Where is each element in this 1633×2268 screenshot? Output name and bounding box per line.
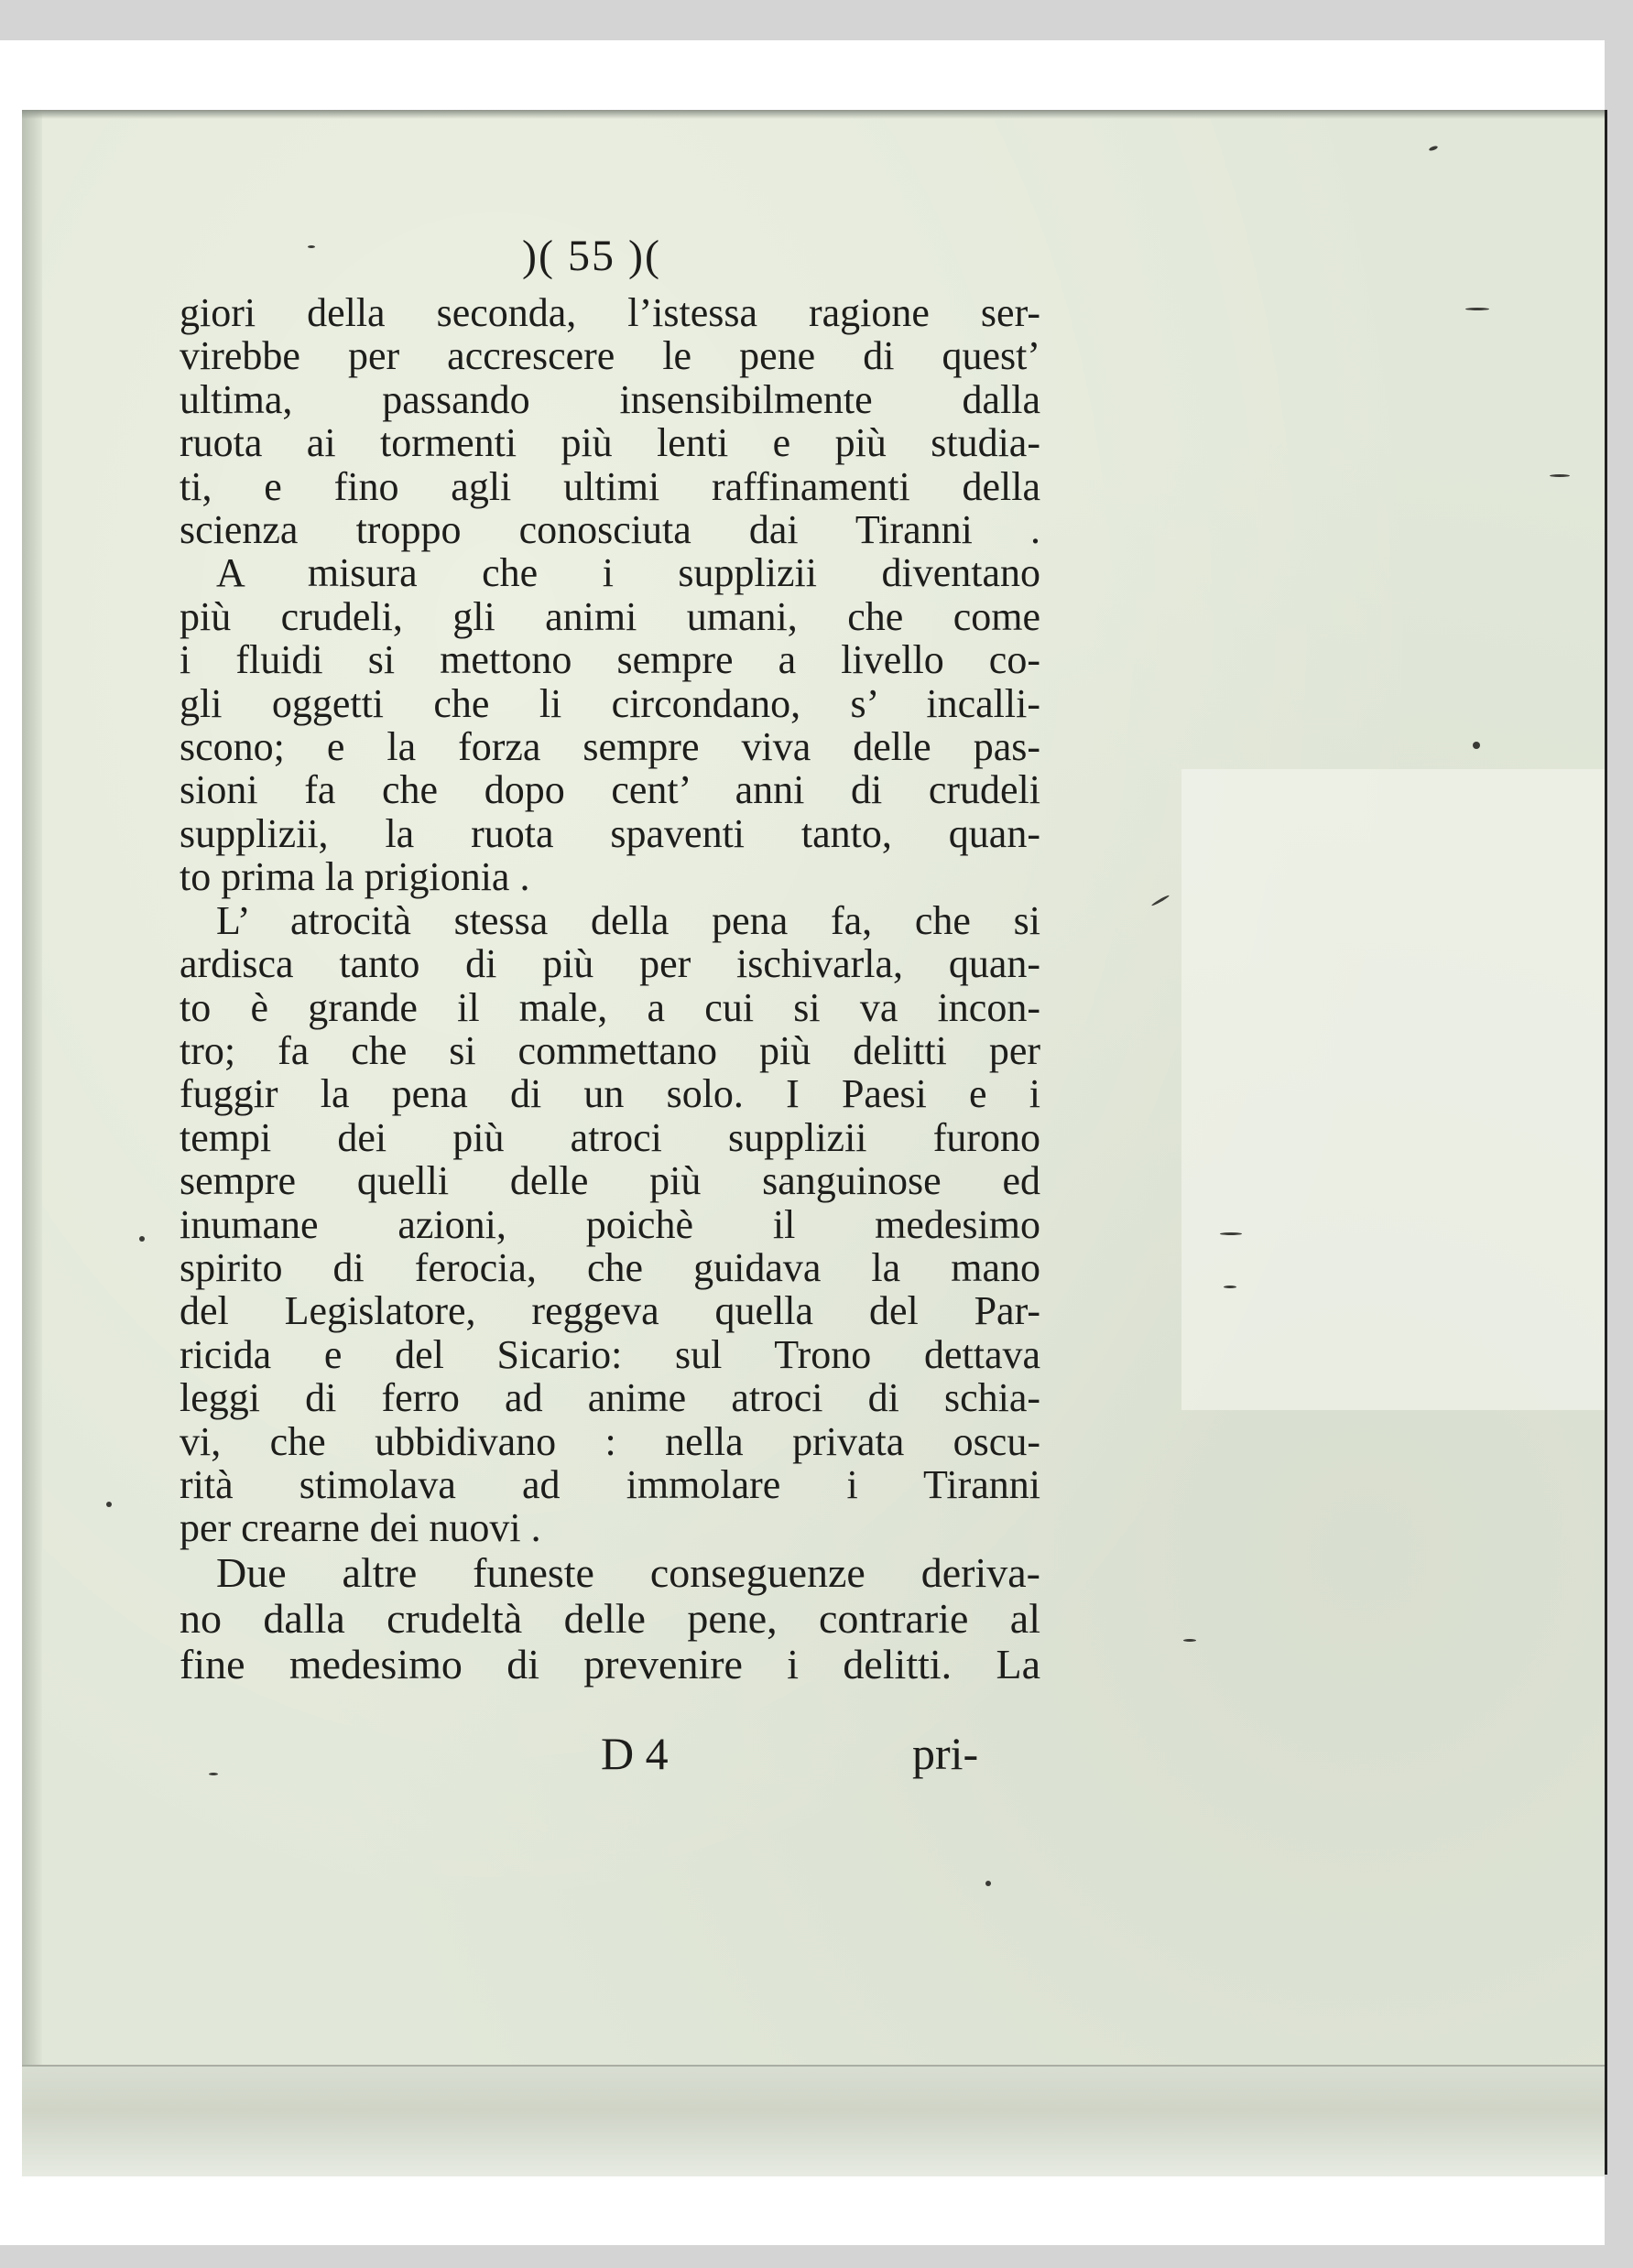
paper-speck	[106, 1502, 112, 1507]
page-left-edge	[22, 110, 42, 2175]
paper-speck	[1550, 474, 1570, 477]
text-line: to prima la prigionia .	[180, 854, 530, 900]
text-line: virebbe per accrescere le pene di quest’	[180, 333, 1040, 379]
text-line: del Legislatore, reggeva quella del Par-	[180, 1288, 1040, 1334]
text-line: Due altre funeste conseguenze deriva-	[216, 1548, 1040, 1596]
text-line: tro; fa che si commettano più delitti per	[180, 1027, 1040, 1073]
text-line: scono; e la forza sempre viva delle pas-	[180, 724, 1040, 770]
body-text	[180, 291, 1095, 1687]
paper-speck	[1473, 742, 1480, 749]
text-line: leggi di ferro ad anime atroci di schia-	[180, 1375, 1040, 1421]
paper-speck	[1224, 1286, 1236, 1288]
paper-speck	[985, 1881, 991, 1886]
text-line: ultima, passando insensibilmente dalla	[180, 376, 1040, 422]
paper-speck	[1183, 1639, 1196, 1642]
page-footer	[180, 1727, 1040, 1782]
text-line: sioni fa che dopo cent’ anni di crudeli	[180, 767, 1040, 813]
text-line: spirito di ferocia, che guidava la mano	[180, 1244, 1040, 1290]
paragraph-2	[180, 551, 1095, 898]
paper-speck	[308, 245, 315, 248]
page-bottom-margin	[22, 2065, 1605, 2176]
text-line: gli oggetti che li circondano, s’ incalli-	[180, 680, 1040, 726]
text-line: per crearne dei nuovi .	[180, 1505, 541, 1551]
signature-mark: D 4	[601, 1728, 669, 1779]
text-line: ti, e fino agli ultimi raffinamenti della	[180, 463, 1040, 509]
page-top-edge	[22, 110, 1605, 119]
paper-speck	[1465, 308, 1489, 310]
paragraph-4	[180, 1550, 1095, 1687]
text-line: no dalla crudeltà delle pene, contrarie al	[180, 1594, 1040, 1642]
text-line: L’ atrocità stessa della pena fa, che si	[216, 897, 1040, 943]
text-line: tempi dei più atroci supplizii furono	[180, 1114, 1040, 1160]
text-line: i fluidi si mettono sempre a livello co-	[180, 637, 1040, 683]
text-line: ruota ai tormenti più lenti e più studia-	[180, 420, 1040, 466]
catchword: pri-	[912, 1728, 979, 1779]
paragraph-1	[180, 291, 1095, 551]
text-line: più crudeli, gli animi umani, che come	[180, 593, 1040, 639]
text-line: to è grande il male, a cui si va incon-	[180, 984, 1040, 1030]
paper-speck	[139, 1236, 145, 1242]
paper-speck	[209, 1773, 218, 1775]
paper-speck	[1220, 1232, 1242, 1235]
paper-discoloration	[1181, 769, 1605, 1410]
text-line: A misura che i supplizii diventano	[216, 550, 1040, 596]
text-line: ardisca tanto di più per ischivarla, quan-	[180, 941, 1040, 987]
text-line: fine medesimo di prevenire i delitti. La	[180, 1640, 1040, 1687]
text-line: giori della seconda, l’istessa ragione ser-	[180, 290, 1040, 335]
text-line: inumane azioni, poichè il medesimo	[180, 1201, 1040, 1247]
text-line: ricida e del Sicario: sul Trono dettava	[180, 1331, 1040, 1377]
text-line: sempre quelli delle più sanguinose ed	[180, 1158, 1040, 1204]
text-line: supplizii, la ruota spaventi tanto, quan-	[180, 810, 1040, 856]
text-line: rità stimolava ad immolare i Tiranni	[180, 1461, 1040, 1507]
text-line: scienza troppo conosciuta dai Tiranni .	[180, 507, 1040, 553]
text-line: fuggir la pena di un solo. I Paesi e i	[180, 1071, 1040, 1117]
text-line: vi, che ubbidivano : nella privata oscu-	[180, 1418, 1040, 1464]
page-number-header: )( 55 )(	[522, 232, 661, 280]
paragraph-3	[180, 899, 1095, 1550]
